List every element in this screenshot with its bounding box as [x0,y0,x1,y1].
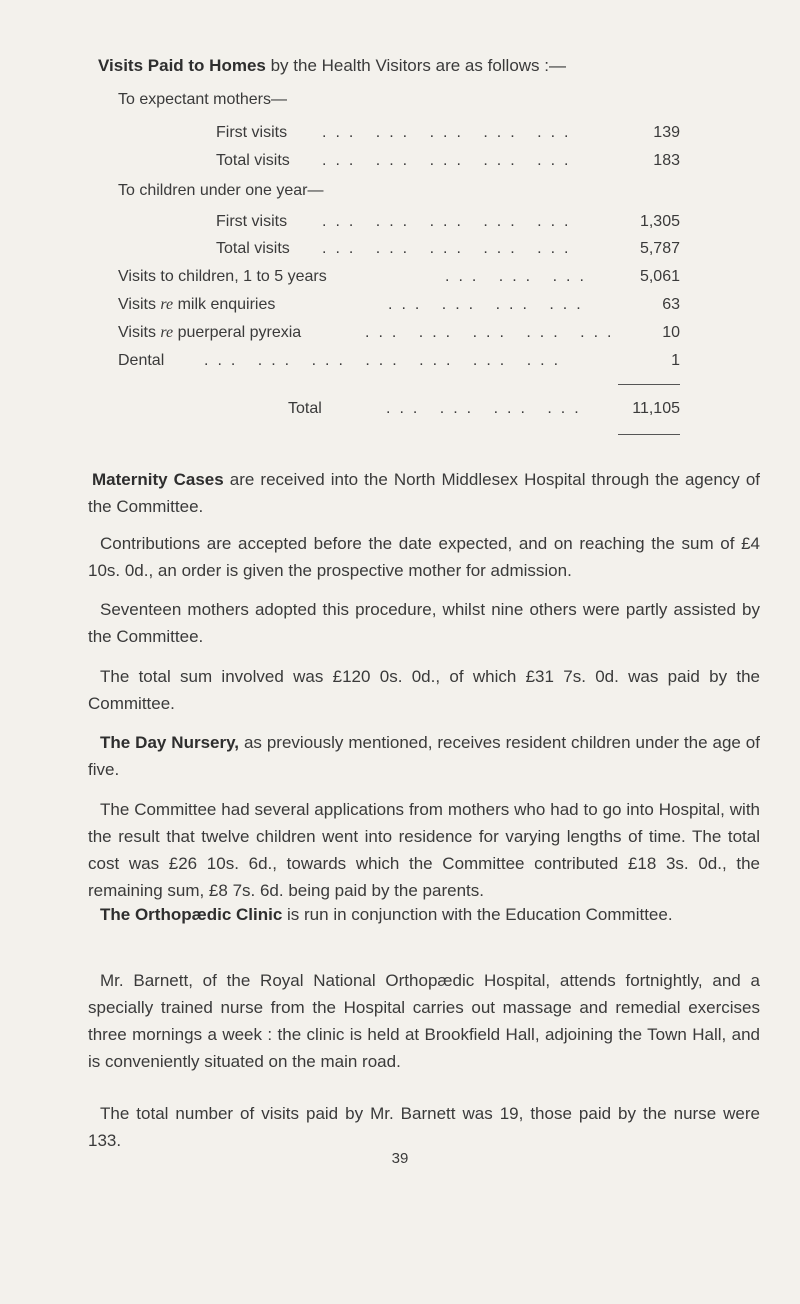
row-label: Visits to children, 1 to 5 years [118,268,327,285]
orthopaedic-paragraph: The Orthopædic Clinic is run in conjunction with the Education Committee. [100,905,673,924]
table-row [216,213,680,231]
row-label: Total visits [216,152,290,169]
day-nursery-paragraph: The Day Nursery, as previously mentioned, receives resident children under the age of five. [88,733,760,779]
seventeen-paragraph: Seventeen mothers adopted this procedure, whilst nine others were partly assisted by the Committee. [88,600,760,646]
table-row [216,240,680,258]
page-number: 39 [391,1150,409,1167]
expectant-mothers-label: To expectant mothers— [118,91,287,108]
contributions-paragraph: Contributions are accepted before the date expected, and on reaching the sum of £4 10s. 0d., an order is given the prospective mother for admission. [88,534,760,580]
row-value: 10 [662,324,680,341]
table-row [118,324,680,342]
leader-dots: ... ... ... ... [386,400,588,417]
leader-dots: ... ... ... ... ... [322,124,578,141]
maternity-paragraph: Maternity Cases are received into the North Middlesex Hospital through the agency of the Committee. [88,470,761,516]
leader-dots: ... ... ... ... ... [322,240,578,257]
row-value: 1,305 [639,213,680,230]
total-sum-paragraph: The total sum involved was £120 0s. 0d., of which £31 7s. 0d. was paid by the Committee. [88,667,760,713]
table-row [216,124,680,142]
total-row [288,400,680,418]
leader-dots: ... ... ... ... ... [322,213,578,230]
visits-heading [98,56,566,76]
visits-heading-bold: Visits Paid to Homes [98,56,266,75]
leader-dots: ... ... ... ... ... [322,152,578,169]
row-value: 1 [671,352,680,369]
total-label: Total [288,400,322,417]
table-row [118,352,680,370]
total-rule-bottom [618,434,680,435]
row-label: Visits re milk enquiries [118,296,276,313]
leader-dots: ... ... ... [445,268,593,285]
orthopaedic-bold: The Orthopædic Clinic [100,905,283,924]
total-rule-top [618,384,680,385]
row-label: Visits re puerperal pyrexia [118,324,302,341]
visits-total-paragraph: The total number of visits paid by Mr. Barnett was 19, those paid by the nurse were 133. [88,1104,760,1150]
committee-paragraph: The Committee had several applications from mothers who had to go into Hospital, with the result that twelve children went into residence for varying lengths of time. The total cost was £26 10s. 6d., towards which the Committee contributed £18 3s. 0d., the remaining sum, £8 7s. 6d. being paid by the parents. [88,800,760,900]
total-value: 11,105 [632,400,680,417]
maternity-bold: Maternity Cases [92,470,224,489]
visits-heading-rest: by the Health Visitors are as follows :— [265,56,567,75]
leader-dots: ... ... ... ... ... [365,324,621,341]
children-under-one-label: To children under one year— [118,182,324,199]
row-value: 183 [653,152,680,169]
row-value: 63 [662,296,680,313]
row-label: Dental [118,352,165,369]
table-row [118,296,680,314]
row-label: Total visits [216,240,290,257]
row-value: 139 [653,124,680,141]
barnett-paragraph: Mr. Barnett, of the Royal National Orthopædic Hospital, attends fortnightly, and a specially trained nurse from the Hospital carries out massage and remedial exercises three mornings a week : the clinic is held at Brookfield Hall, adjoining the Town Hall, and is conveniently situated on the main road. [88,971,760,1071]
leader-dots: ... ... ... ... ... ... ... [204,352,568,369]
table-row [118,268,680,286]
row-value: 5,061 [639,268,680,285]
row-label: First visits [216,124,288,141]
table-row [216,152,680,170]
day-nursery-bold: The Day Nursery, [100,733,240,752]
row-label: First visits [216,213,288,230]
row-value: 5,787 [639,240,680,257]
leader-dots: ... ... ... ... [388,296,590,313]
